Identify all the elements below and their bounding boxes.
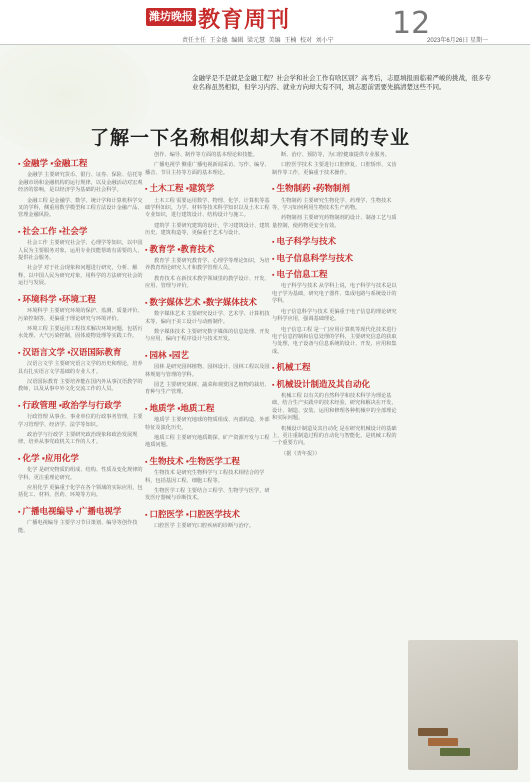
- subhead-text: 化学 ▪应用化学: [22, 452, 79, 463]
- bullet-icon: ▪: [18, 161, 21, 168]
- body-paragraph: 生物制药 主要研究生物化学、药理学、生物技术等，学习如何利用生物技术生产药物。: [272, 197, 392, 212]
- subhead-text: 机械设计制造及其自动化: [276, 378, 370, 389]
- subhead-text: 园林 ▪园艺: [149, 349, 189, 360]
- issue-date: 2023年6月26日 星期一: [427, 38, 489, 44]
- bullet-icon: ▪: [18, 349, 21, 357]
- subhead: [272, 271, 397, 279]
- article-column-2: [145, 152, 270, 534]
- subhead-text: 电子信息工程: [276, 269, 328, 280]
- subhead: [272, 238, 397, 246]
- bullet-icon: ▪: [145, 511, 148, 519]
- body-paragraph: 机械设计制造及其自动化 是在研究机械设计的基础上，更注重制造过程的自动化与智能化，是机械工程的一个重要方向。: [272, 425, 397, 447]
- body-paragraph: 金融学 主要研究货币、银行、证券、保险、信托等金融市场和金融机构的运行规律，以及金融活动对宏观经济的影响，是以经济学为基础的社会科学。: [18, 172, 143, 194]
- body-paragraph: 汉语言文学 主要研究语言文学的历史和理论，培养具有扎实语言文学基础的专业人才。: [18, 361, 143, 375]
- body-paragraph: 口腔医学技术 主要进行口腔修复、口腔矫形、义齿制作等工作，更偏重于技术操作。: [272, 162, 397, 176]
- subhead: [145, 455, 270, 466]
- subhead-text: 电子科学与技术: [276, 236, 336, 247]
- body-paragraph: 机械工程 以有关的自然科学和技术科学为理论基础，结合生产实践中的技术经验，研究和解决在开发、设计、制造、安装、运用和修理各种机械中的全部理论和实际问题。: [272, 392, 397, 422]
- body-paragraph: 化学 是研究物质的组成、结构、性质及变化规律的学科，更注重理论研究。: [18, 467, 143, 481]
- body-paragraph: 地质学 主要研究地球的物质组成、内部构造、外部特征及演化历史。: [145, 417, 270, 431]
- bullet-icon: ▪: [272, 239, 275, 247]
- body-paragraph: 生物技术 是研究生物科学与工程技术相结合的学科，包括基因工程、细胞工程等。: [145, 470, 265, 484]
- subhead: [18, 293, 143, 304]
- subhead-text: 广播电视编导 ▪广播电视学: [22, 505, 122, 516]
- subhead: [145, 349, 270, 360]
- article-headline: 了解一下名称相似却大有不同的专业: [90, 128, 411, 149]
- body-paragraph: 断、治疗、预防等，为口腔健康提供专业服务。: [281, 152, 390, 158]
- subhead-text: 教育学 ▪教育技术: [149, 243, 215, 254]
- body-paragraph: 教育技术 在新技术教学领域里的教学设计、开发、应用、管理与评价。: [145, 275, 270, 290]
- subhead: [18, 505, 143, 516]
- bullet-icon: ▪: [272, 272, 275, 280]
- body-paragraph: 电子科学与技术 从学科上说，电子科学与技术是以电子学为基础，研究电子器件、集成电路与系统设计的学科。: [272, 283, 397, 305]
- body-paragraph: 社会工作 主要研究社会学、心理学等知识，以中国人民为主要服务对象，运用专业技能帮助有需要的人，提供社会服务。: [18, 240, 143, 262]
- subhead: [145, 243, 270, 254]
- subhead-text: 电子信息科学与技术: [276, 252, 353, 263]
- body-paragraph: 创作、编导、制作等方面的基本理论和技能。: [154, 152, 258, 158]
- body-paragraph: 金融工程 是金融学、数学、统计学和计算机科学交叉的学科，侧重用数学模型和工程方法设计金融产品、管理金融风险。: [18, 197, 143, 219]
- body-paragraph: 园林 是研究园林植物、园林设计、园林工程以及园林规划与管理的学科。: [145, 364, 270, 378]
- body-paragraph: 电子信息工程 是一门应用计算机等现代化技术进行电子信息控制和信息处理的学科，主要研究信息的获取与处理，电子设备与信息系统的设计、开发、应用和集成。: [272, 326, 397, 355]
- body-paragraph: 教育学 主要研究教育学、心理学等理论知识，为培养教育理论研究人才和教学管理人员。: [145, 258, 270, 272]
- books-photo: [408, 640, 518, 770]
- bullet-icon: ▪: [272, 365, 275, 373]
- bullet-icon: ▪: [272, 381, 275, 389]
- subhead: [18, 346, 143, 357]
- body-paragraph: 地质工程 主要研究地质勘探、矿产资源开发与工程地质问题。: [145, 434, 270, 449]
- body-paragraph: 数字媒体技术 主要研究数字媒体的信息处理、开发与应用，偏向于程序设计与技术开发。: [145, 328, 270, 343]
- body-paragraph: 行政管理 从事企、事业单位的行政事务管理，主要学习管理学、经济学、法学等知识。: [18, 414, 143, 428]
- article-column-3: [272, 152, 397, 461]
- body-paragraph: 园艺 主要研究果树、蔬菜和观赏园艺植物的栽培、育种与生产管理。: [145, 381, 270, 396]
- subhead: [18, 225, 143, 236]
- bullet-icon: ▪: [18, 508, 21, 516]
- subhead-text: 环境科学 ▪环境工程: [22, 293, 96, 304]
- body-paragraph: 广播电视编导 主要学习节目策划、编导等创作技能。: [18, 520, 138, 534]
- subhead-text: 生物制药 ▪药物制剂: [276, 183, 350, 194]
- bullet-icon: ▪: [18, 296, 21, 304]
- intro-paragraph: 金融学是不是就是金融工程？社会学和社会工作有啥区别？高考后，志愿填报面临着严峻的挑战，很多专业名称虽然相似，但学习内容、就业方向却大有不同，填志愿前需要先搞清楚这些不同。: [192, 75, 491, 91]
- bullet-icon: ▪: [145, 299, 148, 307]
- subhead: [272, 378, 397, 389]
- bullet-icon: ▪: [145, 352, 148, 360]
- body-paragraph: 建筑学 主要研究建筑的设计，学习建筑设计、建筑历史、建筑构造等，更偏重于艺术与设计。: [145, 222, 270, 237]
- subhead-text: 地质学 ▪地质工程: [149, 402, 215, 413]
- subhead: [145, 185, 270, 193]
- body-paragraph: 广播电视学 侧重广播电视新闻采访、写作、编导、播音、节目主持等方面的基本理论。: [145, 162, 270, 176]
- subhead: [18, 452, 143, 463]
- body-paragraph: 药物制剂 主要研究药物制剂的设计、制备工艺与质量控制，使药物更安全有效。: [272, 215, 397, 229]
- body-paragraph: 口腔医学 主要研究口腔疾病的诊断与治疗。: [154, 523, 255, 530]
- subhead-text: 数字媒体艺术 ▪数字媒体技术: [149, 296, 257, 307]
- subhead: [272, 252, 397, 263]
- bullet-icon: ▪: [18, 402, 21, 410]
- editor-credits: 责任主任 王金德 编辑 梁元慧 美编 王楠 校对 刘小宁: [182, 38, 334, 44]
- subhead: [272, 185, 397, 193]
- article-column-1: [18, 152, 143, 538]
- body-paragraph: 政治学与行政学 主要研究政治现象和政治发展规律，培养从事党政机关工作的人才。: [18, 431, 138, 446]
- section-title: 教育周刊: [198, 7, 291, 33]
- subhead: [18, 160, 143, 168]
- source-note: （据《青年报》）: [281, 450, 320, 457]
- bullet-icon: ▪: [272, 255, 275, 263]
- subhead: [272, 364, 397, 372]
- subhead-text: 口腔医学 ▪口腔医学技术: [149, 508, 240, 519]
- masthead: [0, 0, 530, 45]
- page-number: 12: [392, 6, 431, 41]
- subhead: [145, 508, 270, 519]
- subhead-text: 汉语言文学 ▪汉语国际教育: [22, 346, 122, 357]
- body-paragraph: 环境工程 主要运用工程技术解决环境问题，包括污水处理、大气污染控制、固体废物处理等实践工作。: [18, 325, 143, 340]
- bullet-icon: ▪: [145, 246, 148, 254]
- subhead-text: 行政管理 ▪政治学与行政学: [22, 399, 122, 410]
- body-paragraph: 电子信息科学与技术 更偏重于电子信息的理论研究与科学应用，强调基础理论。: [272, 308, 397, 323]
- subhead-text: 金融学 ▪金融工程: [22, 158, 88, 168]
- subhead-text: 生物技术 ▪生物医学工程: [149, 455, 240, 466]
- body-paragraph: 汉语国际教育 主要培养能在国内外从事汉语教学的教师，以及从事中外文化交流工作的人员。: [18, 378, 143, 393]
- subhead: [18, 399, 143, 410]
- body-paragraph: 环境科学 主要研究环境的保护、监测、质量评价、污染控制等，更偏重于理论研究与环境评价。: [18, 308, 143, 322]
- newspaper-logo: 潍坊晚报: [146, 8, 196, 26]
- bullet-icon: ▪: [18, 455, 21, 463]
- bullet-icon: ▪: [145, 458, 148, 466]
- body-paragraph: 社会学 对于社会现象和问题进行研究，分析、解释，以中国人民为研究对象，用科学的方法研究社会的运行与发展。: [18, 265, 143, 287]
- bullet-icon: ▪: [145, 186, 148, 194]
- bullet-icon: ▪: [145, 405, 148, 413]
- subhead-text: 机械工程: [276, 362, 311, 373]
- bullet-icon: ▪: [272, 186, 275, 194]
- body-paragraph: 应用化学 更偏重于化学在各个领域的实际应用，包括化工、材料、医药、环境等方向。: [18, 485, 143, 499]
- subhead-text: 土木工程 ▪建筑学: [149, 183, 215, 194]
- bullet-icon: ▪: [18, 228, 21, 236]
- subhead-text: 社会工作 ▪社会学: [22, 225, 88, 236]
- body-paragraph: 土木工程 需要运用数学、物理、化学、计算机等基础学科知识，力学、材料等技术科学知识以及土木工程专业知识，进行建筑设计、结构设计与施工。: [145, 197, 270, 219]
- subhead: [145, 402, 270, 413]
- body-paragraph: 生物医学工程 主要结合工程学、生物学与医学，研发医疗器械与诊断技术。: [145, 488, 270, 502]
- body-paragraph: 数字媒体艺术 主要研究设计学、艺术学、计算机技术等，偏向于美工设计与动画制作。: [145, 311, 270, 325]
- subhead: [145, 296, 270, 307]
